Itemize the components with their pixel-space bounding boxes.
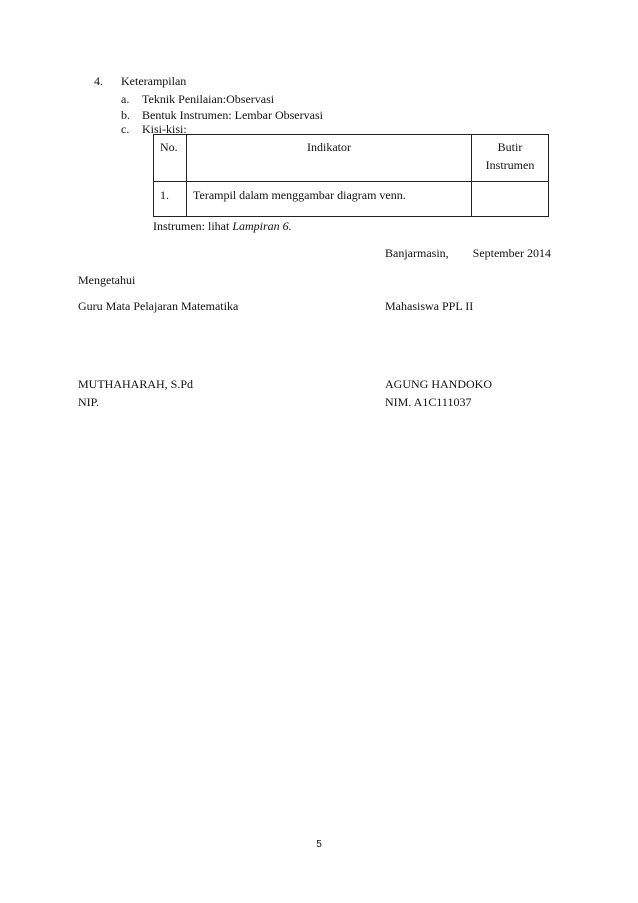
cell-butir [472,182,549,217]
place-date: Banjarmasin, September 2014 [385,246,551,260]
cell-no: 1. [154,182,187,217]
acknowledge-label: Mengetahui [78,273,136,287]
table-header-row [154,135,549,182]
item-c-label: c. [121,122,130,136]
instrument-note [153,219,292,234]
item-a-label: a. [121,92,130,106]
header-indikator: Indikator [187,135,472,182]
right-name: AGUNG HANDOKO [385,377,492,391]
right-id: NIM. A1C111037 [385,395,472,409]
kisi-kisi-table [153,134,549,217]
header-no: No. [154,135,187,182]
left-name: MUTHAHARAH, S.Pd [78,377,194,391]
table-row [154,182,549,217]
item-b-text: Bentuk Instrumen: Lembar Observasi [142,108,323,122]
instrument-note-prefix: Instrumen: lihat [153,219,230,233]
page-number: 5 [316,839,322,850]
cell-indikator: Terampil dalam menggambar diagram venn. [187,182,472,217]
section-number: 4. [94,74,103,88]
item-c-text: Kisi-kisi: [142,122,187,136]
instrument-note-link: Lampiran 6. [232,219,292,233]
left-id: NIP. [78,395,100,409]
item-b-label: b. [121,108,130,122]
item-a-text: Teknik Penilaian:Observasi [142,92,275,106]
right-role: Mahasiswa PPL II [385,299,474,313]
left-role: Guru Mata Pelajaran Matematika [78,299,239,313]
header-butir-instrumen: Butir Instrumen [472,135,549,182]
section-title: Keterampilan [121,74,187,88]
